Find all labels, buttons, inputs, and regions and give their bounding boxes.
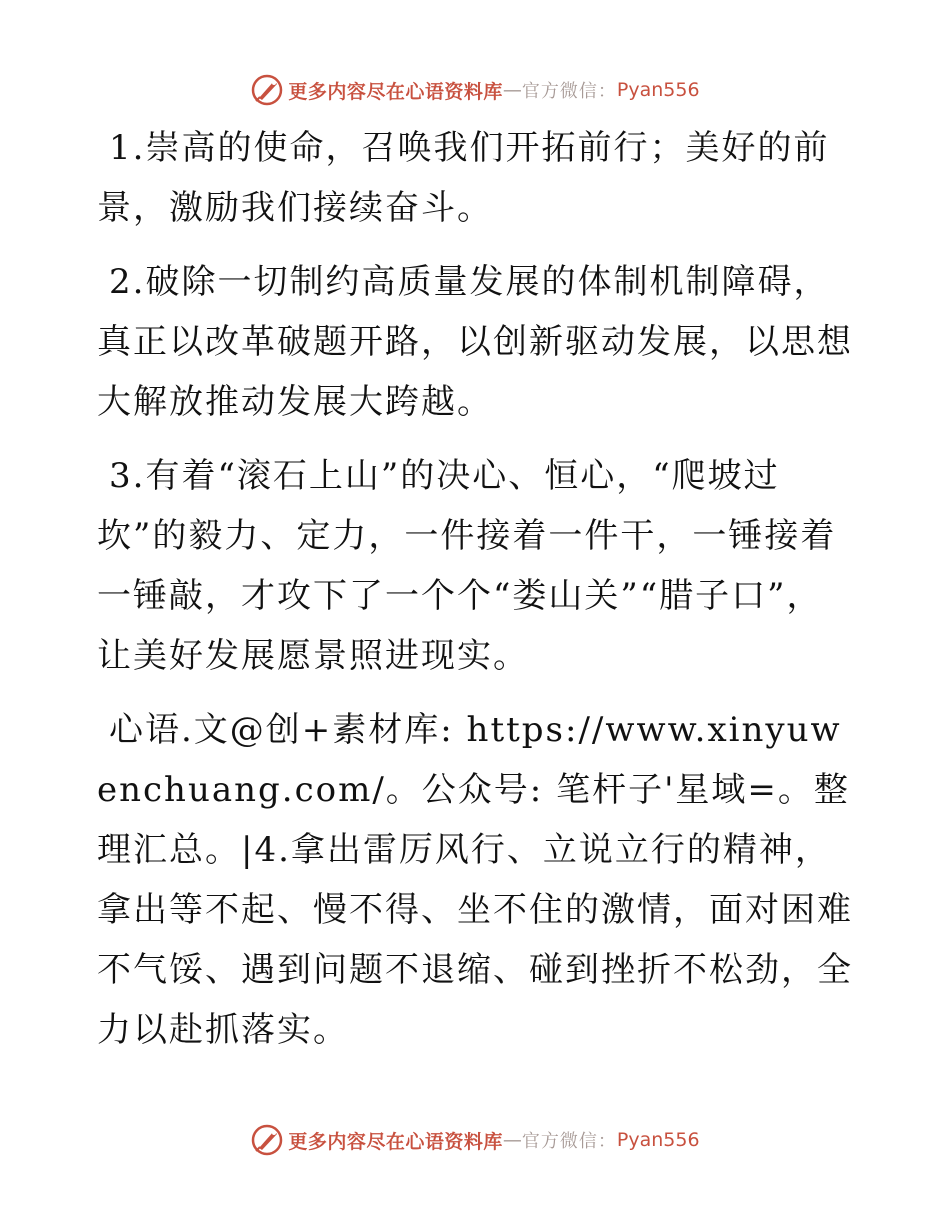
paragraph-2: 2.破除一切制约高质量发展的体制机制障碍，真正以改革破题开路，以创新驱动发展，以思想大解放推动发展大跨越。	[97, 262, 853, 422]
banner-wechat-label: 官方微信：	[521, 1131, 617, 1152]
document-body	[97, 118, 857, 1074]
banner-separator: —	[502, 1129, 522, 1151]
banner-slogan: 更多内容尽在心语资料库	[288, 80, 503, 103]
paragraph-1: 1.崇高的使命，召唤我们开拓前行；美好的前景，激励我们接续奋斗。	[97, 128, 830, 228]
footer-watermark-banner	[0, 1118, 950, 1162]
paragraph-4: 心语.文@创+素材库: https://www.xinyuwenchuang.com/。公众号: 笔杆子'星域=。整理汇总。|4.拿出雷厉风行、立说立行的精神，拿出等不起、慢不得、坐不住的激情，面对困难不气馁、遇到问题不退缩、碰到挫折不松劲，全力以赴抓落实。	[97, 710, 853, 1050]
banner-wechat-label: 官方微信：	[521, 81, 617, 102]
paragraph-3: 3.有着“滚石上山”的决心、恒心，“爬坡过坎”的毅力、定力，一件接着一件干，一锤接着一锤敲，才攻下了一个个“娄山关”“腊子口”，让美好发展愿景照进现实。	[97, 456, 837, 676]
banner-wechat-id: Pyan556	[616, 1129, 700, 1151]
banner-wechat-id: Pyan556	[616, 79, 700, 101]
quill-pen-icon	[250, 1123, 284, 1157]
quill-pen-icon	[250, 73, 284, 107]
banner-separator: —	[502, 79, 522, 101]
banner-slogan: 更多内容尽在心语资料库	[288, 1130, 503, 1153]
header-watermark-banner	[0, 68, 950, 112]
